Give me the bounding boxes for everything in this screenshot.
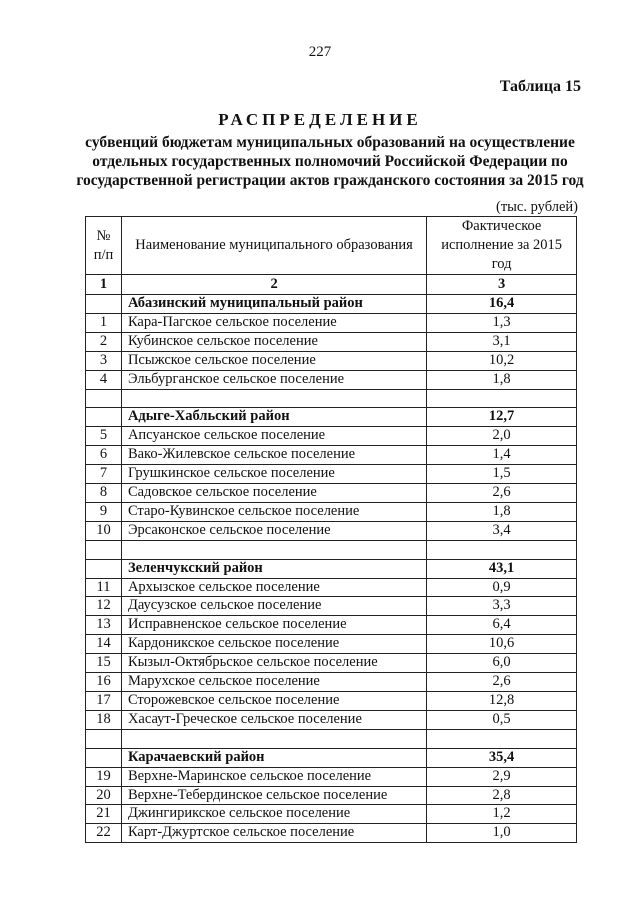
settlement-name: Грушкинское сельское поселение bbox=[121, 465, 426, 484]
settlement-value: 1,4 bbox=[427, 446, 577, 465]
table-row bbox=[86, 710, 577, 729]
row-number: 13 bbox=[86, 616, 122, 635]
settlement-value: 2,6 bbox=[427, 484, 577, 503]
distribution-table bbox=[85, 216, 577, 843]
settlement-value: 1,3 bbox=[427, 313, 577, 332]
district-name: Карачаевский район bbox=[121, 748, 426, 767]
spacer-cell bbox=[121, 540, 426, 559]
settlement-value: 10,6 bbox=[427, 635, 577, 654]
row-number: 21 bbox=[86, 805, 122, 824]
row-number: 22 bbox=[86, 824, 122, 843]
settlement-name: Эрсаконское сельское поселение bbox=[121, 521, 426, 540]
settlement-name: Верхне-Тебердинское сельское поселение bbox=[121, 786, 426, 805]
row-number: 5 bbox=[86, 427, 122, 446]
settlement-name: Эльбурганское сельское поселение bbox=[121, 370, 426, 389]
settlement-name: Кардоникское сельское поселение bbox=[121, 635, 426, 654]
header-row bbox=[86, 217, 577, 275]
settlement-name: Кара-Пагское сельское поселение bbox=[121, 313, 426, 332]
district-total: 43,1 bbox=[427, 559, 577, 578]
district-total: 35,4 bbox=[427, 748, 577, 767]
settlement-name: Старо-Кувинское сельское поселение bbox=[121, 502, 426, 521]
page-number: 227 bbox=[308, 44, 332, 60]
row-number: 8 bbox=[86, 484, 122, 503]
settlement-name: Верхне-Маринское сельское поселение bbox=[121, 767, 426, 786]
district-name: Зеленчукский район bbox=[121, 559, 426, 578]
row-number: 7 bbox=[86, 465, 122, 484]
settlement-name: Кубинское сельское поселение bbox=[121, 332, 426, 351]
district-total: 12,7 bbox=[427, 408, 577, 427]
row-number: 20 bbox=[86, 786, 122, 805]
settlement-value: 6,4 bbox=[427, 616, 577, 635]
document-subtitle: субвенций бюджетам муниципальных образований на осуществление отдельных государственных полномочий Российской Федерации по государственной регистрации актов гражданского состояния за 2015 год bbox=[76, 134, 584, 189]
col-number-3: 3 bbox=[427, 275, 577, 295]
table-row bbox=[86, 521, 577, 540]
table-row bbox=[86, 502, 577, 521]
units-label: (тыс. рублей) bbox=[496, 199, 578, 215]
row-number: 19 bbox=[86, 767, 122, 786]
row-number: 4 bbox=[86, 370, 122, 389]
table-row bbox=[86, 427, 577, 446]
table-row bbox=[86, 332, 577, 351]
district-num-cell bbox=[86, 748, 122, 767]
settlement-value: 0,5 bbox=[427, 710, 577, 729]
header-value: Фактическое исполнение за 2015 год bbox=[427, 217, 577, 275]
row-number: 17 bbox=[86, 692, 122, 711]
settlement-value: 3,3 bbox=[427, 597, 577, 616]
spacer-cell bbox=[427, 729, 577, 748]
settlement-value: 10,2 bbox=[427, 351, 577, 370]
settlement-name: Карт-Джуртское сельское поселение bbox=[121, 824, 426, 843]
spacer-row bbox=[86, 729, 577, 748]
spacer-cell bbox=[86, 389, 122, 408]
row-number: 15 bbox=[86, 654, 122, 673]
document-title: РАСПРЕДЕЛЕНИЕ bbox=[218, 110, 422, 129]
row-number: 18 bbox=[86, 710, 122, 729]
table-row bbox=[86, 597, 577, 616]
settlement-value: 2,9 bbox=[427, 767, 577, 786]
settlement-value: 1,8 bbox=[427, 502, 577, 521]
settlement-name: Исправненское сельское поселение bbox=[121, 616, 426, 635]
settlement-value: 1,2 bbox=[427, 805, 577, 824]
district-total: 16,4 bbox=[427, 295, 577, 314]
row-number: 11 bbox=[86, 578, 122, 597]
settlement-value: 0,9 bbox=[427, 578, 577, 597]
settlement-value: 1,8 bbox=[427, 370, 577, 389]
district-row bbox=[86, 295, 577, 314]
col-number-2: 2 bbox=[121, 275, 426, 295]
district-row bbox=[86, 408, 577, 427]
district-name: Абазинский муниципальный район bbox=[121, 295, 426, 314]
settlement-value: 6,0 bbox=[427, 654, 577, 673]
spacer-cell bbox=[121, 389, 426, 408]
table-row bbox=[86, 313, 577, 332]
table-row bbox=[86, 370, 577, 389]
settlement-name: Садовское сельское поселение bbox=[121, 484, 426, 503]
settlement-value: 1,5 bbox=[427, 465, 577, 484]
district-row bbox=[86, 748, 577, 767]
district-num-cell bbox=[86, 408, 122, 427]
settlement-value: 2,0 bbox=[427, 427, 577, 446]
settlement-name: Апсуанское сельское поселение bbox=[121, 427, 426, 446]
district-row bbox=[86, 559, 577, 578]
settlement-name: Сторожевское сельское поселение bbox=[121, 692, 426, 711]
spacer-cell bbox=[427, 540, 577, 559]
spacer-row bbox=[86, 540, 577, 559]
row-number: 3 bbox=[86, 351, 122, 370]
table-row bbox=[86, 673, 577, 692]
column-number-row bbox=[86, 275, 577, 295]
settlement-value: 1,0 bbox=[427, 824, 577, 843]
settlement-name: Хасаут-Греческое сельское поселение bbox=[121, 710, 426, 729]
district-name: Адыге-Хабльский район bbox=[121, 408, 426, 427]
row-number: 10 bbox=[86, 521, 122, 540]
table-row bbox=[86, 654, 577, 673]
header-num: № п/п bbox=[86, 217, 122, 275]
row-number: 12 bbox=[86, 597, 122, 616]
settlement-value: 2,8 bbox=[427, 786, 577, 805]
district-num-cell bbox=[86, 295, 122, 314]
spacer-cell bbox=[121, 729, 426, 748]
table-row bbox=[86, 805, 577, 824]
spacer-row bbox=[86, 389, 577, 408]
table-row bbox=[86, 616, 577, 635]
table-row bbox=[86, 465, 577, 484]
table-row bbox=[86, 767, 577, 786]
table-row bbox=[86, 786, 577, 805]
settlement-name: Псыжское сельское поселение bbox=[121, 351, 426, 370]
row-number: 1 bbox=[86, 313, 122, 332]
settlement-value: 12,8 bbox=[427, 692, 577, 711]
row-number: 2 bbox=[86, 332, 122, 351]
district-num-cell bbox=[86, 559, 122, 578]
settlement-name: Кызыл-Октябрьское сельское поселение bbox=[121, 654, 426, 673]
spacer-cell bbox=[86, 540, 122, 559]
settlement-name: Вако-Жилевское сельское поселение bbox=[121, 446, 426, 465]
table-row bbox=[86, 692, 577, 711]
settlement-name: Даусузское сельское поселение bbox=[121, 597, 426, 616]
col-number-1: 1 bbox=[86, 275, 122, 295]
table-label: Таблица 15 bbox=[499, 78, 581, 95]
table-row bbox=[86, 351, 577, 370]
settlement-value: 3,1 bbox=[427, 332, 577, 351]
settlement-value: 2,6 bbox=[427, 673, 577, 692]
settlement-name: Архызское сельское поселение bbox=[121, 578, 426, 597]
spacer-cell bbox=[86, 729, 122, 748]
settlement-name: Джингирикское сельское поселение bbox=[121, 805, 426, 824]
table-row bbox=[86, 484, 577, 503]
row-number: 14 bbox=[86, 635, 122, 654]
settlement-value: 3,4 bbox=[427, 521, 577, 540]
table-row bbox=[86, 635, 577, 654]
spacer-cell bbox=[427, 389, 577, 408]
settlement-name: Марухское сельское поселение bbox=[121, 673, 426, 692]
row-number: 9 bbox=[86, 502, 122, 521]
table-body bbox=[86, 295, 577, 843]
row-number: 6 bbox=[86, 446, 122, 465]
table-row bbox=[86, 446, 577, 465]
header-name: Наименование муниципального образования bbox=[121, 217, 426, 275]
table-row bbox=[86, 578, 577, 597]
table-row bbox=[86, 824, 577, 843]
row-number: 16 bbox=[86, 673, 122, 692]
